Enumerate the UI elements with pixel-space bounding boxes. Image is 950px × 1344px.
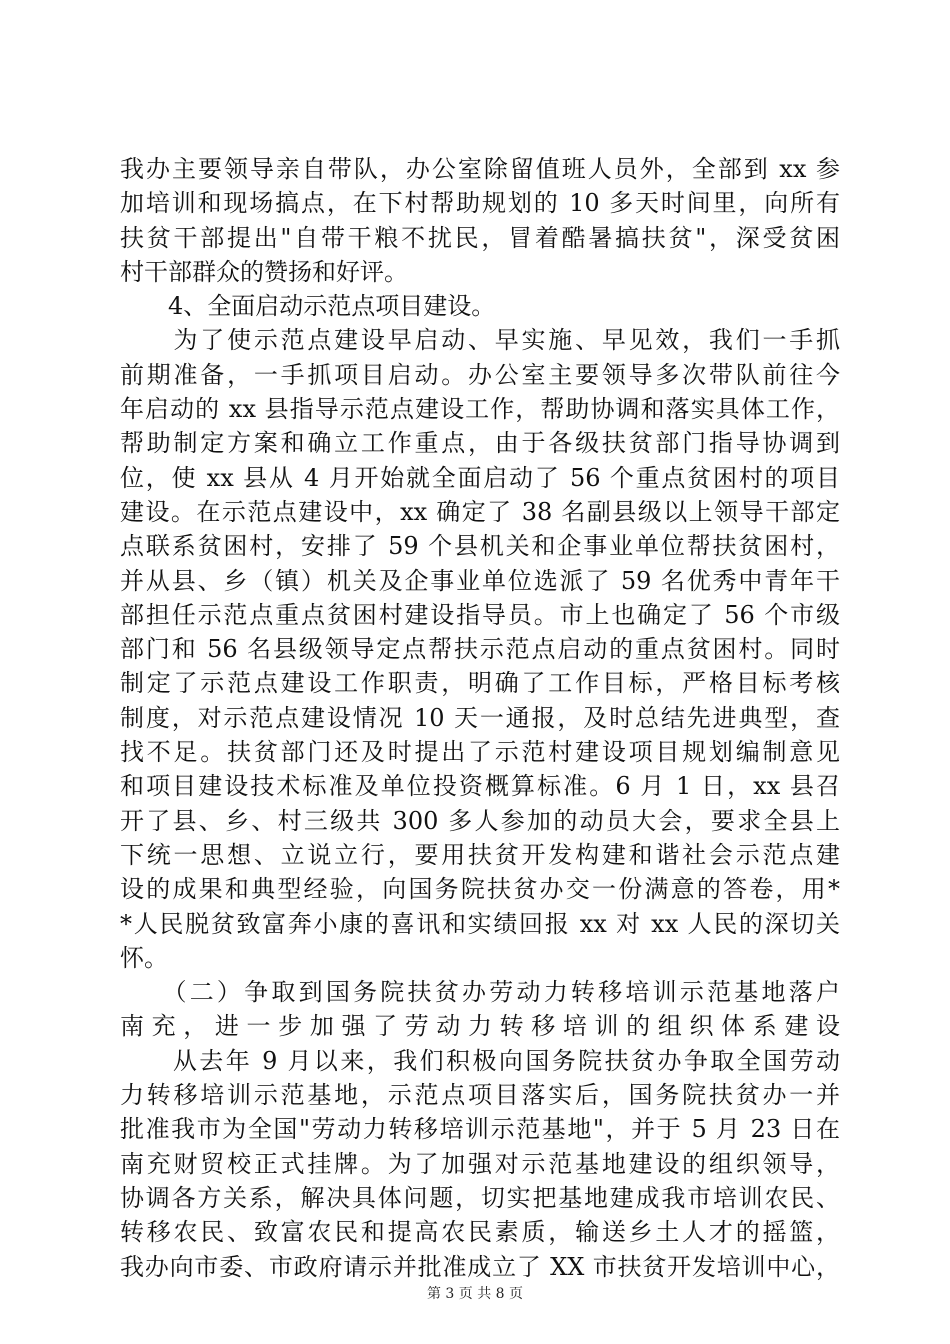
text-line: 制度，对示范点建设情况 10 天一通报，及时总结先进典型，查	[120, 703, 840, 732]
text-line: 南充，进一步加强了劳动力转移培训的组织体系建设	[120, 1012, 840, 1041]
text-line: 协调各方关系，解决具体问题，切实把基地建成我市培训农民、	[120, 1183, 840, 1212]
text-line: 年启动的 xx 县指导示范点建设工作，帮助协调和落实具体工作，	[120, 395, 840, 424]
text-line: 村干部群众的赞扬和好评。	[120, 257, 408, 286]
text-line: 力转移培训示范基地，示范点项目落实后，国务院扶贫办一并	[120, 1081, 840, 1110]
text-line: 制定了示范点建设工作职责，明确了工作目标，严格目标考核	[120, 669, 840, 698]
text-line: 建设。在示范点建设中，xx 确定了 38 名副县级以上领导干部定	[120, 497, 840, 526]
text-line: 点联系贫困村，安排了 59 个县机关和企事业单位帮扶贫困村，	[120, 532, 840, 561]
text-line: *人民脱贫致富奔小康的喜讯和实绩回报 xx 对 xx 人民的深切关	[120, 909, 840, 938]
body-text	[120, 152, 840, 1284]
text-line: 前期准备，一手抓项目启动。办公室主要领导多次带队前往今	[120, 360, 840, 389]
text-line: 和项目建设技术标准及单位投资概算标准。6 月 1 日，xx 县召	[120, 772, 840, 801]
text-line: 加培训和现场搞点，在下村帮助规划的 10 多天时间里，向所有	[120, 189, 840, 218]
page-footer: 第 3 页 共 8 页	[426, 1286, 524, 1302]
text-line: 批准我市为全国"劳动力转移培训示范基地"，并于 5 月 23 日在	[120, 1115, 840, 1144]
text-line: 设的成果和典型经验，向国务院扶贫办交一份满意的答卷，用*	[120, 875, 840, 904]
text-line: 并从县、乡（镇）机关及企事业单位选派了 59 名优秀中青年干	[120, 566, 840, 595]
text-line: 我办主要领导亲自带队，办公室除留值班人员外，全部到 xx 参	[120, 155, 840, 183]
text-line: 下统一思想、立说立行，要用扶贫开发构建和谐社会示范点建	[120, 840, 840, 869]
text-line: 为了使示范点建设早启动、早实施、早见效，我们一手抓	[120, 326, 840, 355]
text-line: 我办向市委、市政府请示并批准成立了 XX 市扶贫开发培训中心，	[120, 1252, 840, 1281]
text-line: 找不足。扶贫部门还及时提出了示范村建设项目规划编制意见	[120, 738, 840, 767]
text-line: 怀。	[120, 943, 168, 972]
text-line: 转移农民、致富农民和提高农民素质，输送乡土人才的摇篮，	[120, 1218, 840, 1247]
text-line: 部担任示范点重点贫困村建设指导员。市上也确定了 56 个市级	[120, 600, 840, 629]
text-line: 部门和 56 名县级领导定点帮扶示范点启动的重点贫困村。同时	[120, 635, 840, 664]
text-line: （二）争取到国务院扶贫办劳动力转移培训示范基地落户	[120, 978, 840, 1007]
text-line: 位，使 xx 县从 4 月开始就全面启动了 56 个重点贫困村的项目	[120, 463, 840, 492]
text-line: 开了县、乡、村三级共 300 多人参加的动员大会，要求全县上	[120, 806, 840, 835]
text-line: 扶贫干部提出"自带干粮不扰民，冒着酷暑搞扶贫"，深受贫困	[120, 223, 840, 252]
text-line: 4、全面启动示范点项目建设。	[120, 292, 496, 321]
text-line: 帮助制定方案和确立工作重点，由于各级扶贫部门指导协调到	[120, 429, 840, 458]
text-line: 从去年 9 月以来，我们积极向国务院扶贫办争取全国劳动	[120, 1046, 840, 1075]
text-line: 南充财贸校正式挂牌。为了加强对示范基地建设的组织领导，	[120, 1149, 840, 1178]
